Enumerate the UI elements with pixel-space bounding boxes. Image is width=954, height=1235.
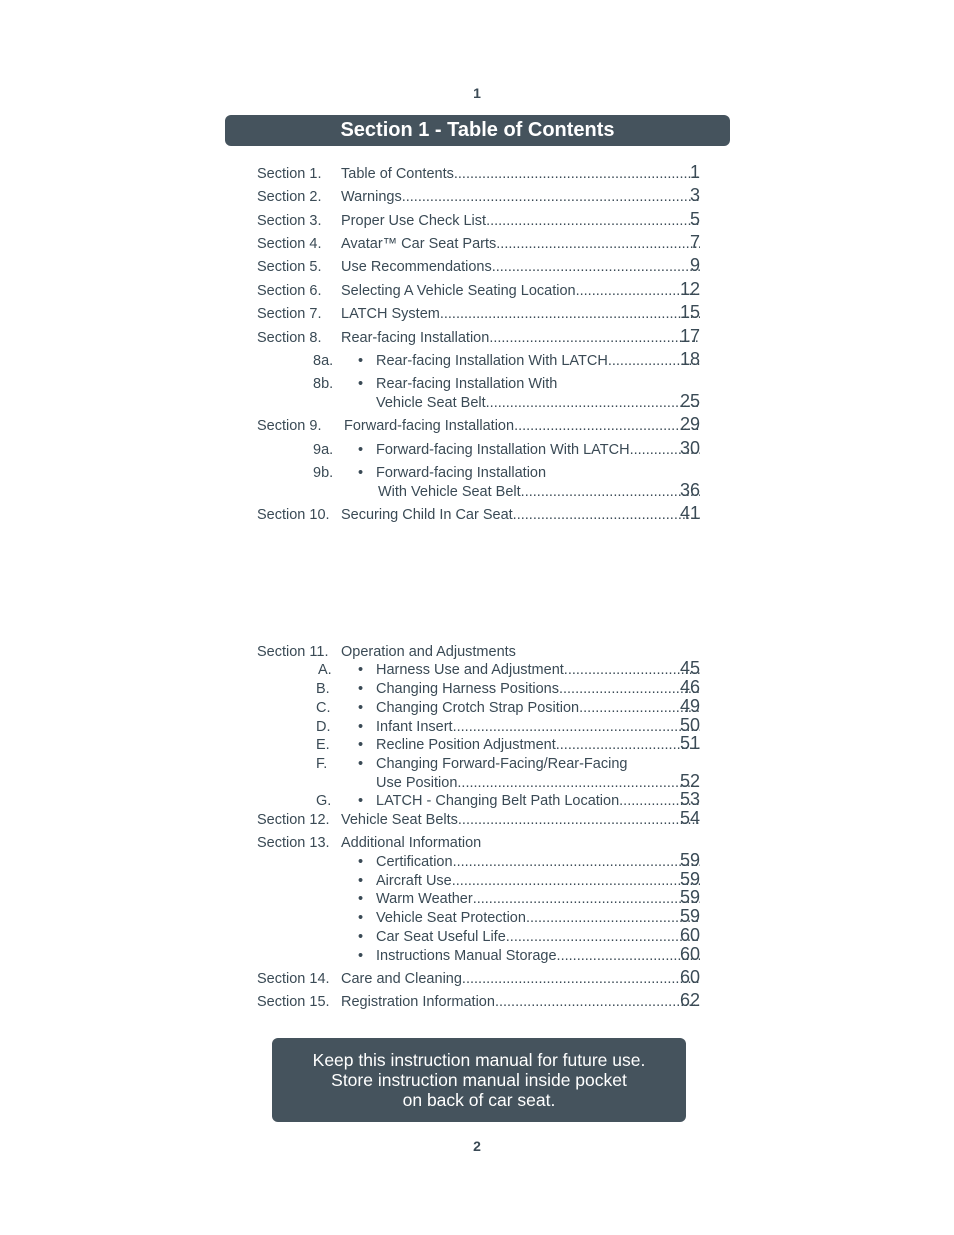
bullet-icon: •: [358, 910, 364, 926]
toc-prefix: B.: [316, 681, 330, 697]
toc-entry-11a[interactable]: [0, 660, 954, 680]
toc-entry-8b-continued[interactable]: [0, 393, 954, 413]
toc-page: 59: [680, 850, 701, 870]
toc-entry-section-6[interactable]: [0, 281, 954, 301]
toc-entry-section-2[interactable]: [0, 187, 954, 207]
toc-entry-8a[interactable]: [0, 351, 954, 371]
toc-entry-section-4[interactable]: [0, 234, 954, 254]
toc-prefix: Section 8.: [257, 330, 322, 346]
toc-entry-11e[interactable]: [0, 735, 954, 755]
toc-prefix: Section 10.: [257, 507, 330, 523]
toc-title: Rear-facing Installation With: [376, 376, 558, 392]
toc-page: 7: [690, 232, 701, 252]
toc-page: 29: [680, 414, 701, 434]
toc-title: Changing Harness Positions: [376, 681, 559, 697]
bullet-icon: •: [358, 376, 364, 392]
toc-prefix: 8b.: [313, 376, 334, 392]
toc-title: Changing Forward-Facing/Rear-Facing: [376, 756, 628, 772]
toc-entry-13-aircraft-use[interactable]: [0, 871, 954, 891]
bullet-icon: •: [358, 929, 364, 945]
toc-title: With Vehicle Seat Belt: [378, 484, 521, 500]
bullet-icon: •: [358, 662, 364, 678]
toc-title: Changing Crotch Strap Position: [376, 700, 580, 716]
toc-page: 60: [680, 967, 701, 987]
toc-entry-13-manual-storage[interactable]: [0, 946, 954, 966]
toc-title: Vehicle Seat Protection: [376, 910, 526, 926]
toc-page: 60: [680, 944, 701, 964]
toc-entry-8b[interactable]: [0, 374, 954, 394]
toc-prefix: G.: [316, 793, 332, 809]
toc-page: 5: [690, 209, 701, 229]
notice-line: Keep this instruction manual for future use.: [312, 1050, 646, 1070]
toc-prefix: Section 2.: [257, 189, 322, 205]
toc-prefix: D.: [316, 719, 331, 735]
toc-page: 59: [680, 869, 701, 889]
toc-page: 50: [680, 715, 701, 735]
toc-title: Use Position: [376, 775, 458, 791]
toc-title: Care and Cleaning: [341, 971, 462, 987]
toc-page: 3: [690, 185, 701, 205]
toc-title: LATCH System: [341, 306, 440, 322]
toc-title: LATCH - Changing Belt Path Location: [376, 793, 620, 809]
toc-title: Harness Use and Adjustment: [376, 662, 564, 678]
toc-title: Aircraft Use: [376, 873, 452, 889]
toc-page: 25: [680, 391, 701, 411]
toc-title: Avatar™ Car Seat Parts: [341, 236, 497, 252]
toc-page: 36: [680, 480, 701, 500]
toc-prefix: C.: [316, 700, 331, 716]
toc-prefix: Section 13.: [257, 835, 330, 851]
bullet-icon: •: [358, 353, 364, 369]
toc-entry-13-vehicle-seat-protection[interactable]: [0, 908, 954, 928]
toc-entry-11c[interactable]: [0, 698, 954, 718]
bullet-icon: •: [358, 465, 364, 481]
toc-prefix: A.: [318, 662, 332, 678]
bullet-icon: •: [358, 737, 364, 753]
toc-entry-13-certification[interactable]: [0, 852, 954, 872]
toc-title: Use Recommendations: [341, 259, 492, 275]
page-number-bottom: 2: [473, 1138, 481, 1154]
toc-title: Proper Use Check List: [341, 213, 487, 229]
toc-title: Instructions Manual Storage: [376, 948, 557, 964]
toc-page: 52: [680, 771, 701, 791]
toc-entry-9a[interactable]: [0, 440, 954, 460]
toc-prefix: Section 4.: [257, 236, 322, 252]
toc-entry-section-13[interactable]: [0, 833, 954, 853]
toc-page: 54: [680, 808, 701, 828]
toc-entry-section-7[interactable]: [0, 304, 954, 324]
toc-title: Warm Weather: [376, 891, 473, 907]
toc-title: Vehicle Seat Belts: [341, 812, 458, 828]
toc-page: 51: [680, 733, 701, 753]
toc-prefix: 9b.: [313, 465, 334, 481]
toc-title: Recline Position Adjustment: [376, 737, 556, 753]
toc-page: 49: [680, 696, 701, 716]
bullet-icon: •: [358, 891, 364, 907]
toc-page: 1: [690, 162, 701, 182]
toc-entry-section-1[interactable]: [0, 164, 954, 184]
toc-page: 41: [680, 503, 701, 523]
toc-title: Rear-facing Installation: [341, 330, 490, 346]
toc-title: Additional Information: [341, 835, 482, 851]
toc-title: Table of Contents: [341, 166, 454, 182]
toc-prefix: Section 6.: [257, 283, 322, 299]
toc-page: 17: [680, 326, 701, 346]
bullet-icon: •: [358, 719, 364, 735]
toc-prefix: Section 14.: [257, 971, 330, 987]
toc-prefix: Section 15.: [257, 994, 330, 1010]
bullet-icon: •: [358, 756, 364, 772]
toc-title: Registration Information: [341, 994, 495, 1010]
bullet-icon: •: [358, 793, 364, 809]
toc-page: 53: [680, 789, 701, 809]
toc-entry-section-10[interactable]: [0, 505, 954, 525]
toc-title: Operation and Adjustments: [341, 644, 516, 660]
toc-entry-13-warm-weather[interactable]: [0, 889, 954, 909]
toc-prefix: Section 5.: [257, 259, 322, 275]
bullet-icon: •: [358, 442, 364, 458]
toc-entry-13-useful-life[interactable]: [0, 927, 954, 947]
notice-line: on back of car seat.: [402, 1090, 556, 1110]
toc-prefix: Section 3.: [257, 213, 322, 229]
page-number-top: 1: [473, 85, 481, 101]
toc-entry-11b[interactable]: [0, 679, 954, 699]
toc-entry-section-5[interactable]: [0, 257, 954, 277]
notice-line: Store instruction manual inside pocket: [331, 1070, 627, 1090]
toc-page: 59: [680, 906, 701, 926]
toc-entry-section-11[interactable]: [0, 642, 954, 662]
toc-title: Forward-facing Installation With LATCH: [376, 442, 630, 458]
toc-prefix: E.: [316, 737, 330, 753]
toc-page: 12: [680, 279, 701, 299]
toc-prefix: 9a.: [313, 442, 334, 458]
bullet-icon: •: [358, 681, 364, 697]
manual-storage-notice: [272, 1038, 686, 1122]
toc-prefix: Section 1.: [257, 166, 322, 182]
bullet-icon: •: [358, 948, 364, 964]
toc-entry-11f[interactable]: [0, 754, 954, 774]
bullet-icon: •: [358, 854, 364, 870]
toc-entry-11g[interactable]: [0, 791, 954, 811]
toc-prefix: Section 11.: [257, 644, 329, 660]
page-title: Section 1 - Table of Contents: [225, 115, 730, 146]
toc-page: 30: [680, 438, 701, 458]
toc-page: 46: [680, 677, 701, 697]
toc-entry-section-14[interactable]: [0, 969, 954, 989]
toc-title: Securing Child In Car Seat: [341, 507, 513, 523]
toc-title: Infant Insert: [376, 719, 453, 735]
toc-entry-11f-continued[interactable]: [0, 773, 954, 793]
toc-title: Warnings: [341, 189, 402, 205]
toc-title: Selecting A Vehicle Seating Location: [341, 283, 576, 299]
toc-entry-section-3[interactable]: [0, 211, 954, 231]
toc-prefix: Section 12.: [257, 812, 330, 828]
toc-prefix: F.: [316, 756, 328, 772]
toc-entry-section-8[interactable]: [0, 328, 954, 348]
toc-prefix: Section 7.: [257, 306, 322, 322]
toc-title: Certification: [376, 854, 453, 870]
toc-title: Forward-facing Installation: [376, 465, 547, 481]
toc-page: 60: [680, 925, 701, 945]
toc-page: 18: [680, 349, 701, 369]
toc-title: Vehicle Seat Belt: [376, 395, 486, 411]
toc-prefix: 8a.: [313, 353, 334, 369]
toc-title: Rear-facing Installation With LATCH: [376, 353, 608, 369]
toc-page: 15: [680, 302, 701, 322]
toc-title: Car Seat Useful Life: [376, 929, 506, 945]
toc-prefix: Section 9.: [257, 418, 322, 434]
toc-page: 62: [680, 990, 701, 1010]
toc-entry-9b-continued[interactable]: [0, 482, 954, 502]
bullet-icon: •: [358, 873, 364, 889]
toc-page: 59: [680, 887, 701, 907]
toc-entry-11d[interactable]: [0, 717, 954, 737]
toc-entry-section-12[interactable]: [0, 810, 954, 830]
toc-entry-section-9[interactable]: [0, 416, 954, 436]
toc-entry-9b[interactable]: [0, 463, 954, 483]
toc-title: Forward-facing Installation: [344, 418, 515, 434]
bullet-icon: •: [358, 700, 364, 716]
toc-page: 9: [690, 255, 701, 275]
toc-entry-section-15[interactable]: [0, 992, 954, 1012]
toc-page: 45: [680, 658, 701, 678]
